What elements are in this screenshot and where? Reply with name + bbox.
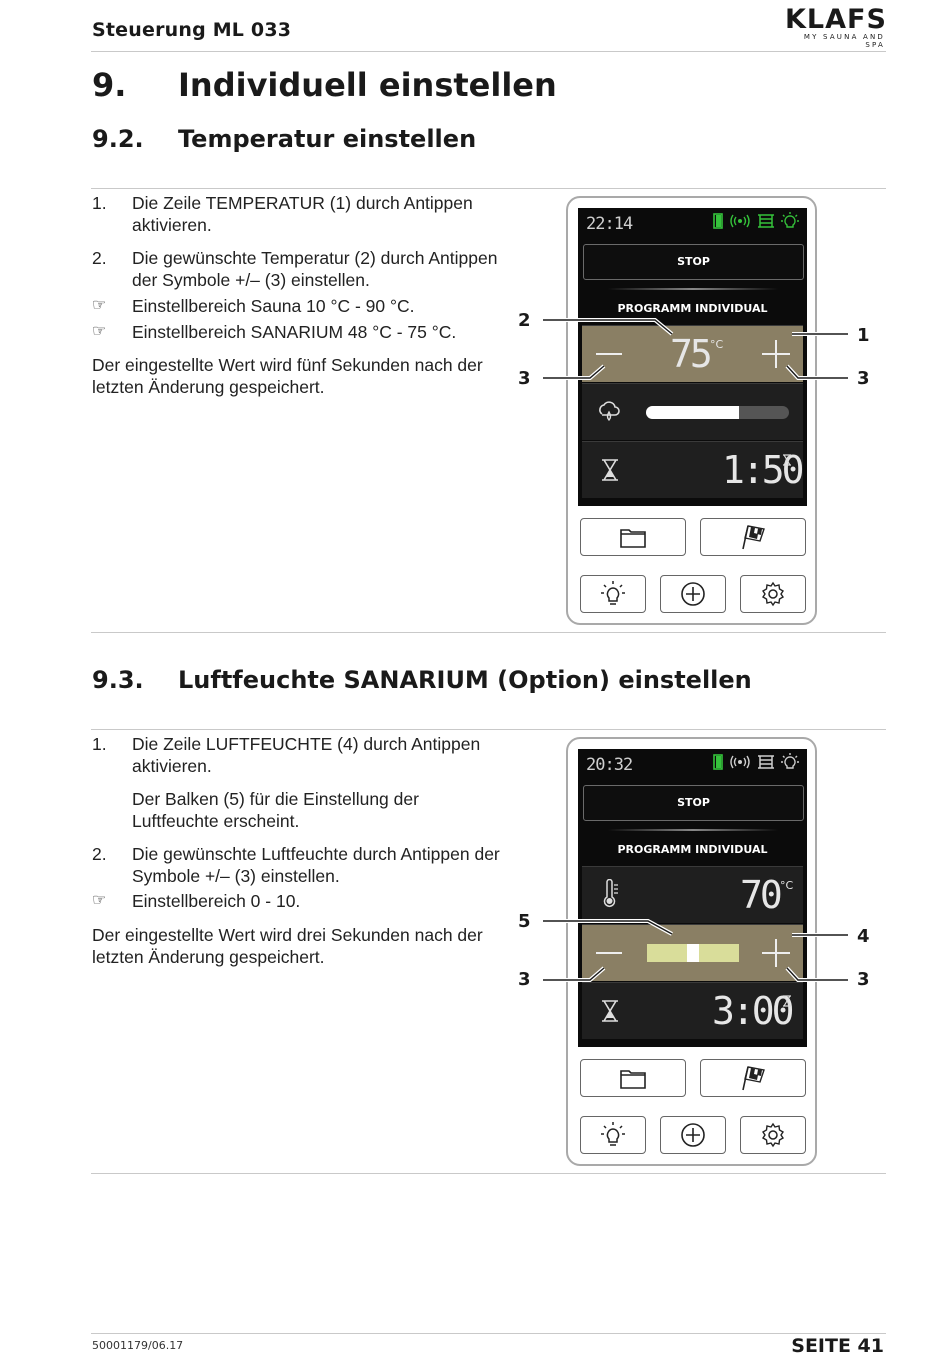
- document-id: 50001179/06.17: [92, 1339, 184, 1352]
- gear-icon: [760, 1122, 786, 1148]
- chapter-heading: [92, 66, 557, 104]
- section-number: 9.2.: [92, 125, 144, 153]
- section-rule: [91, 1173, 886, 1174]
- step-text: Die Zeile LUFTFEUCHTE (4) durch Antippen aktivieren.: [132, 734, 481, 776]
- callout-5: 5: [518, 911, 531, 932]
- folder-button[interactable]: [580, 1059, 686, 1097]
- folder-icon: [620, 526, 646, 548]
- step-text: Die Zeile TEMPERATUR (1) durch Antippen aktivieren.: [132, 193, 473, 235]
- step-number: 2.: [92, 248, 107, 268]
- humidity-row[interactable]: [582, 924, 803, 981]
- folder-icon: [620, 1067, 646, 1089]
- control-panel-2: [566, 737, 817, 1166]
- humidity-row[interactable]: [582, 383, 803, 440]
- status-icons: [713, 212, 799, 230]
- heater-icon: [757, 754, 775, 770]
- heater-icon: [757, 213, 775, 229]
- flag-icon: [740, 1065, 766, 1091]
- wireless-icon: [729, 214, 751, 228]
- section-number: 9.3.: [92, 666, 144, 694]
- finish-button[interactable]: [700, 518, 806, 556]
- callout-4: 4: [857, 926, 870, 947]
- temperature-value: 70: [740, 873, 780, 917]
- duration-value: 3:00: [712, 989, 792, 1033]
- temperature-row[interactable]: [582, 866, 803, 923]
- callout-3-right: 3: [857, 368, 870, 389]
- temperature-unit: °C: [780, 879, 794, 892]
- klafs-logo: [785, 5, 885, 49]
- program-label: PROGRAMM INDIVIDUAL: [617, 843, 768, 856]
- touch-screen: [578, 208, 807, 506]
- status-icons: [713, 753, 799, 771]
- light-icon: [781, 753, 799, 771]
- humidity-icon: [596, 400, 622, 424]
- control-panel-1: [566, 196, 817, 625]
- duration-value: 1:50: [722, 448, 802, 492]
- page-number: SEITE 41: [791, 1335, 884, 1357]
- humidity-bar-fill: [646, 406, 739, 419]
- settings-button[interactable]: [740, 1116, 806, 1154]
- door-icon: [713, 754, 723, 770]
- clock: 22:14: [586, 214, 633, 234]
- section-title: Temperatur einstellen: [178, 125, 477, 153]
- temperature-row[interactable]: [582, 325, 803, 382]
- section-heading-9-2: [92, 125, 477, 153]
- small-hourglass-icon: [782, 995, 792, 1007]
- light-icon: [599, 580, 627, 608]
- hourglass-icon: [600, 999, 620, 1023]
- chapter-title: Individuell einstellen: [178, 66, 557, 104]
- add-button[interactable]: [660, 1116, 726, 1154]
- header-title: Steuerung ML 033: [92, 19, 292, 41]
- light-icon: [599, 1121, 627, 1149]
- section-heading-9-3: [92, 666, 752, 694]
- header-rule: [91, 51, 886, 52]
- section-rule: [91, 188, 886, 189]
- program-label: PROGRAMM INDIVIDUAL: [617, 302, 768, 315]
- section-rule: [91, 632, 886, 633]
- pointing-hand-icon: ☞: [92, 297, 107, 314]
- humidity-bar-track: [646, 406, 789, 419]
- note-text: Einstellbereich SANARIUM 48 °C - 75 °C.: [132, 322, 457, 342]
- paragraph: Der eingestellte Wert wird fünf Sekunden nach der letzten Änderung gespeichert.: [92, 355, 483, 397]
- touch-screen: [578, 749, 807, 1047]
- minus-icon[interactable]: [594, 344, 624, 364]
- footer-rule: [91, 1333, 886, 1334]
- section-title: Luftfeuchte SANARIUM (Option) einstellen: [178, 666, 752, 694]
- thermometer-icon: [600, 879, 620, 909]
- callout-2: 2: [518, 310, 531, 331]
- light-button[interactable]: [580, 575, 646, 613]
- step-number: 2.: [92, 844, 107, 864]
- stop-button[interactable]: STOP: [583, 244, 804, 280]
- callout-3-left: 3: [518, 969, 531, 990]
- light-icon: [781, 212, 799, 230]
- gear-icon: [760, 581, 786, 607]
- pointing-hand-icon: ☞: [92, 323, 107, 340]
- logo-wordmark: KLAFS: [785, 4, 887, 35]
- paragraph: Der eingestellte Wert wird drei Sekunden nach der letzten Änderung gespeichert.: [92, 925, 483, 967]
- plus-circle-icon: [680, 581, 706, 607]
- hourglass-icon: [600, 458, 620, 482]
- step-text: Der Balken (5) für die Einstellung der Luftfeuchte erscheint.: [132, 789, 419, 831]
- small-hourglass-icon: [782, 454, 792, 466]
- section-rule: [91, 729, 886, 730]
- finish-button[interactable]: [700, 1059, 806, 1097]
- logo-tagline: MY SAUNA AND SPA: [803, 33, 885, 49]
- note-text: Einstellbereich 0 - 10.: [132, 891, 301, 911]
- chapter-number: 9.: [92, 66, 127, 104]
- settings-button[interactable]: [740, 575, 806, 613]
- divider-glow: [608, 288, 778, 290]
- stop-button[interactable]: STOP: [583, 785, 804, 821]
- plus-icon[interactable]: [760, 937, 792, 969]
- humidity-setting-bar[interactable]: [647, 944, 739, 962]
- minus-icon[interactable]: [594, 943, 624, 963]
- clock: 20:32: [586, 755, 633, 775]
- duration-row[interactable]: [582, 982, 803, 1039]
- step-number: 1.: [92, 734, 107, 754]
- folder-button[interactable]: [580, 518, 686, 556]
- plus-circle-icon: [680, 1122, 706, 1148]
- plus-icon[interactable]: [760, 338, 792, 370]
- callout-3-right: 3: [857, 969, 870, 990]
- add-button[interactable]: [660, 575, 726, 613]
- pointing-hand-icon: ☞: [92, 892, 107, 909]
- callout-3-left: 3: [518, 368, 531, 389]
- step-number: 1.: [92, 193, 107, 213]
- door-icon: [713, 213, 723, 229]
- humidity-slider-marker[interactable]: [687, 944, 699, 962]
- divider-glow: [608, 829, 778, 831]
- step-text: Die gewünschte Luftfeuchte durch Antippen der Symbole +/– (3) einstellen.: [132, 844, 500, 886]
- wireless-icon: [729, 755, 751, 769]
- light-button[interactable]: [580, 1116, 646, 1154]
- temperature-unit: °C: [710, 338, 724, 351]
- note-text: Einstellbereich Sauna 10 °C - 90 °C.: [132, 296, 415, 316]
- duration-row[interactable]: [582, 441, 803, 498]
- step-text: Die gewünschte Temperatur (2) durch Antippen der Symbole +/– (3) einstellen.: [132, 248, 498, 290]
- callout-1: 1: [857, 325, 870, 346]
- temperature-value: 75: [670, 332, 710, 376]
- flag-icon: [740, 524, 766, 550]
